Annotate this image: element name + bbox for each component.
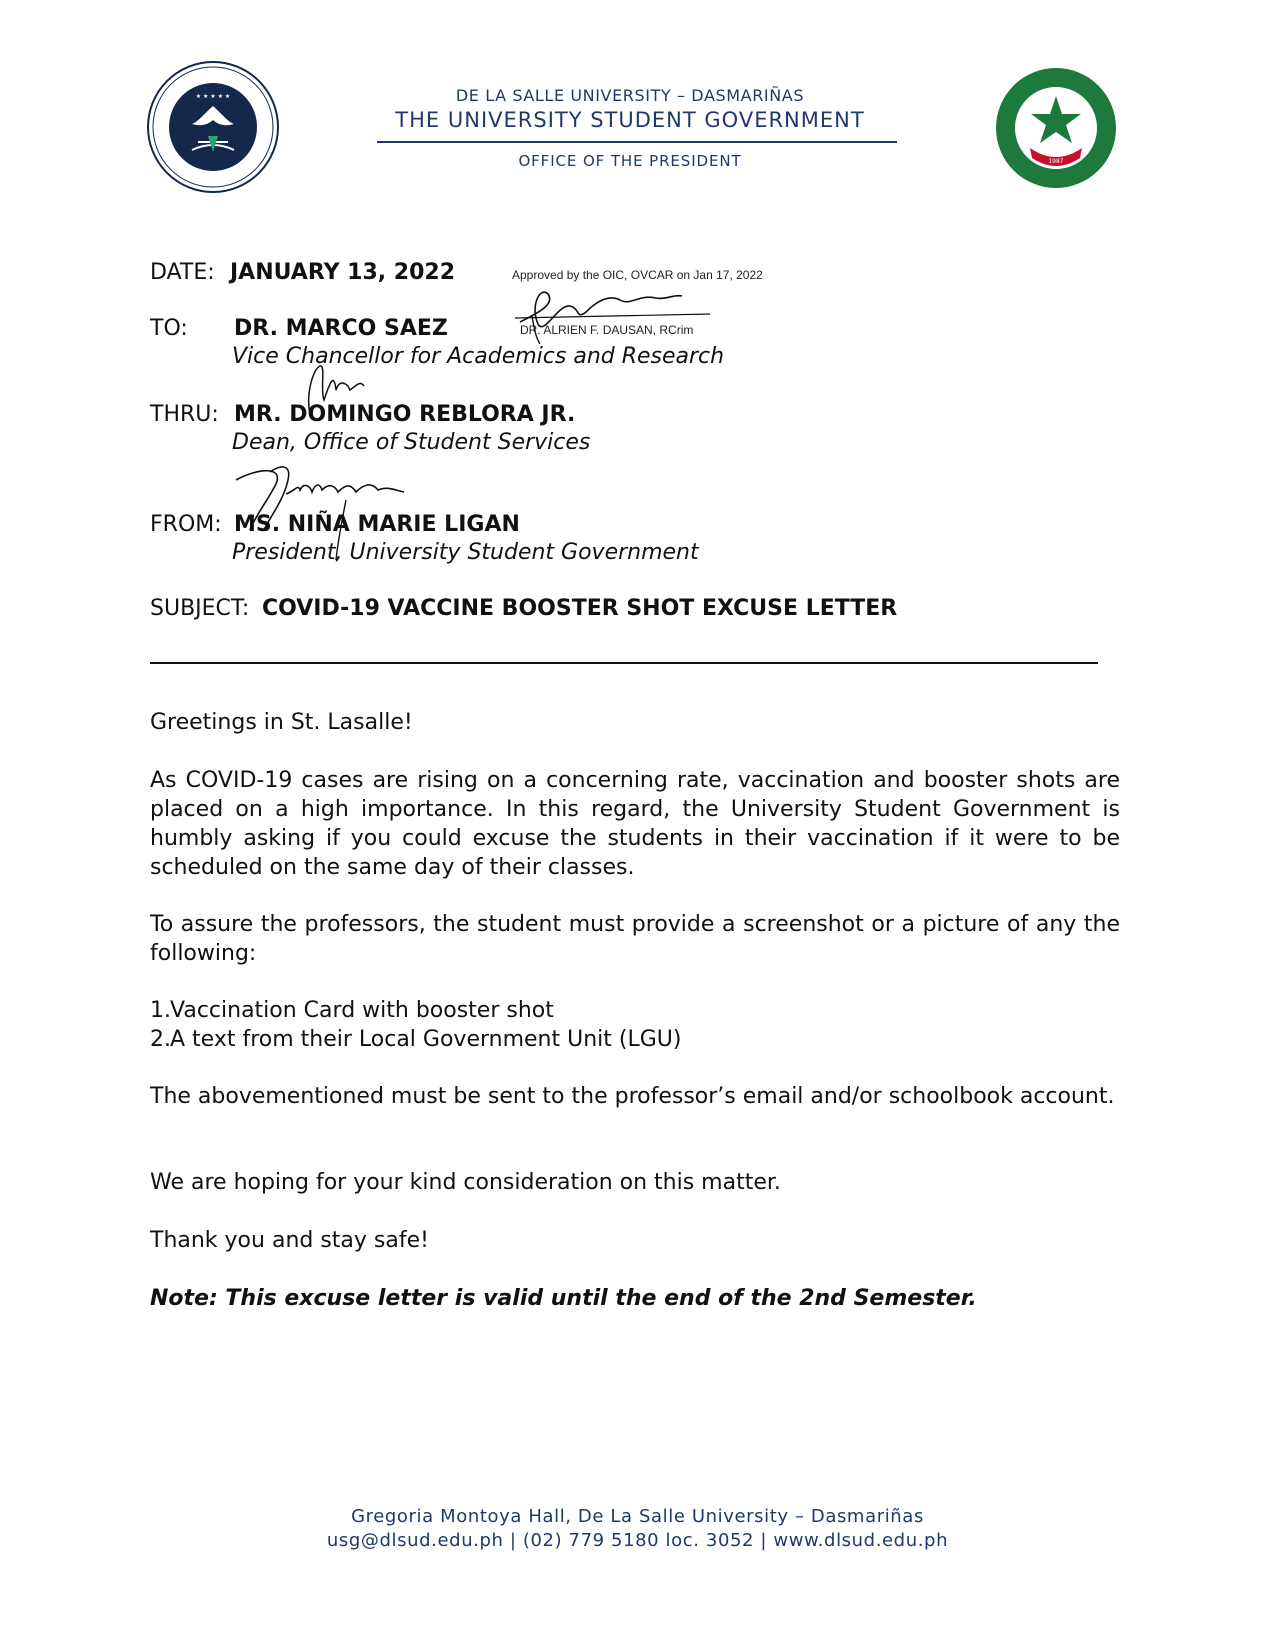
date-value: JANUARY 13, 2022 bbox=[230, 260, 456, 285]
to-label: TO: bbox=[150, 316, 188, 341]
approver-name: DR. ALRIEN F. DAUSAN, RCrim bbox=[520, 323, 694, 337]
paragraph-4: We are hoping for your kind consideration on this matter. bbox=[150, 1170, 781, 1195]
closing: Thank you and stay safe! bbox=[150, 1228, 429, 1253]
from-title: President, University Student Government bbox=[232, 540, 699, 565]
svg-text:★ ★ ★ ★ ★: ★ ★ ★ ★ ★ bbox=[195, 93, 231, 100]
thru-name: MR. DOMINGO REBLORA JR. bbox=[234, 402, 576, 427]
list-item bbox=[150, 1025, 1120, 1054]
subject-label: SUBJECT: bbox=[150, 596, 250, 621]
university-name: DE LA SALLE UNIVERSITY – DASMARIÑAS bbox=[455, 86, 805, 105]
validity-note: Note: This excuse letter is valid until the end of the 2nd Semester. bbox=[150, 1286, 977, 1311]
list-item-text: Vaccination Card with booster shot bbox=[170, 998, 554, 1023]
paragraph-3: The abovementioned must be sent to the professor’s email and/or schoolbook account. bbox=[150, 1084, 1115, 1109]
list-item-number: 1. bbox=[150, 998, 171, 1023]
usg-seal-logo bbox=[146, 60, 280, 194]
header-divider bbox=[377, 141, 897, 143]
paragraph-1: As COVID-19 cases are rising on a concerning rate, vaccination and booster shots are placed on a high importance. In this regard, the University Student Government is humbly asking if you could excuse the students in their vaccination if it were to be scheduled on the same day of their classes. bbox=[150, 768, 1120, 880]
footer-address: Gregoria Montoya Hall, De La Salle University – Dasmariñas bbox=[351, 1506, 924, 1527]
list-item bbox=[150, 996, 1120, 1025]
to-name: DR. MARCO SAEZ bbox=[234, 316, 448, 341]
greeting: Greetings in St. Lasalle! bbox=[150, 710, 413, 735]
subject-value: COVID-19 VACCINE BOOSTER SHOT EXCUSE LETTER bbox=[262, 596, 898, 621]
date-label: DATE: bbox=[150, 260, 215, 285]
paragraph-2: To assure the professors, the student must provide a screenshot or a picture of any the following: bbox=[150, 912, 1120, 966]
thru-title: Dean, Office of Student Services bbox=[232, 430, 591, 455]
list-item-number: 2. bbox=[150, 1027, 171, 1052]
right-seal-year: 1987 bbox=[1048, 158, 1064, 165]
thru-label: THRU: bbox=[150, 402, 219, 427]
office-name: OFFICE OF THE PRESIDENT bbox=[518, 152, 742, 170]
requirement-list bbox=[150, 996, 1120, 1054]
to-title: Vice Chancellor for Academics and Research bbox=[232, 344, 725, 369]
footer-contact: usg@dlsud.edu.ph | (02) 779 5180 loc. 3052 | www.dlsud.edu.ph bbox=[326, 1530, 949, 1551]
approval-note: Approved by the OIC, OVCAR on Jan 17, 2022 bbox=[512, 268, 763, 282]
list-item-text: A text from their Local Government Unit (LGU) bbox=[170, 1027, 682, 1052]
subject-divider bbox=[150, 662, 1098, 664]
from-name: MS. NIÑA MARIE LIGAN bbox=[234, 512, 520, 537]
from-label: FROM: bbox=[150, 512, 222, 537]
government-name: THE UNIVERSITY STUDENT GOVERNMENT bbox=[395, 108, 865, 132]
dlsud-seal-logo bbox=[994, 66, 1118, 190]
